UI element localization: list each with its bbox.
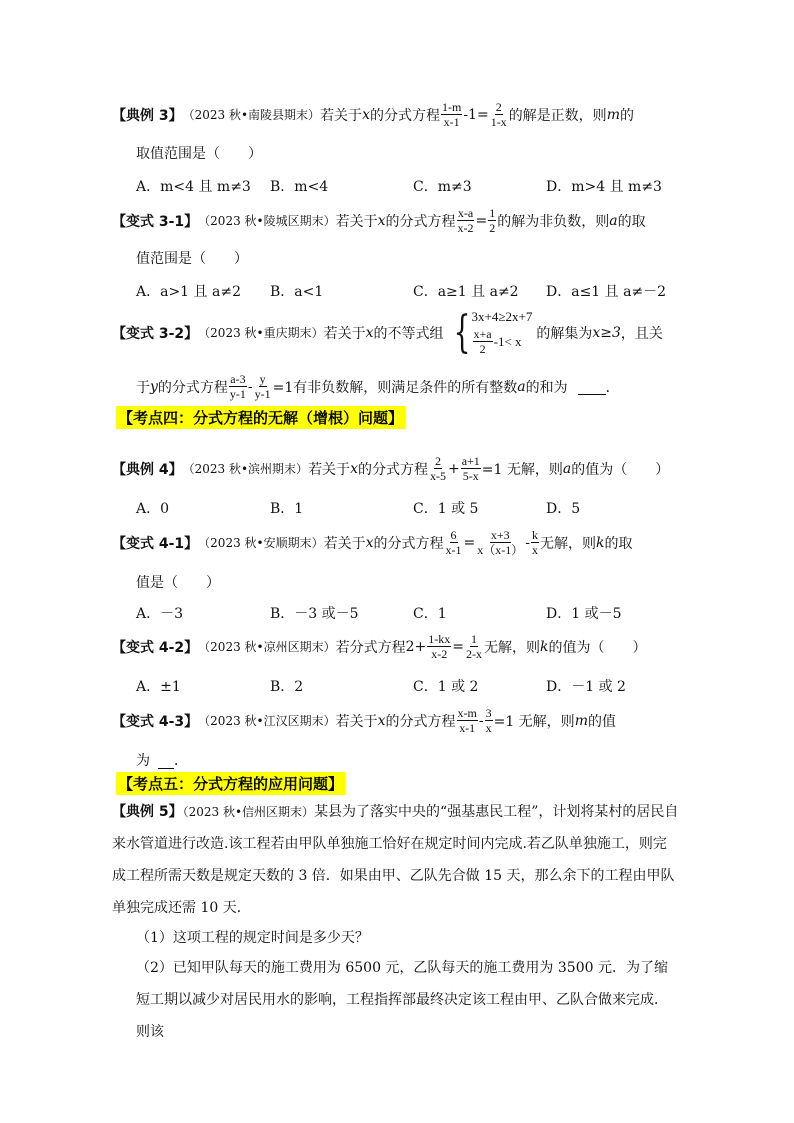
fraction: $\frac{1-kx}{x-2}$ xyxy=(428,632,451,661)
fraction: $\frac{x-m}{x-1}$ xyxy=(457,706,477,735)
fraction: $\frac{x+3}{x(x-1)}$ xyxy=(477,528,524,557)
fraction: $\frac{x+a}{2}$ xyxy=(473,327,492,356)
fraction: $\frac{k}{x}$ xyxy=(531,528,538,557)
option-a: A．m<4 且 m≠3 xyxy=(136,179,251,195)
option-d: D．m>4 且 m≠3 xyxy=(546,179,662,195)
example-4-line1: 【典例 4】 （2023 秋•滨州期末） 若关于 x 的分式方程 $\frac{2}{x-5}$ + $\frac{a+1}{5-x}$ =1 无解，则 a 的值为（ ） xyxy=(112,454,670,483)
example-5-body: 【典例 5】（2023 秋•信州区期末）某县为了落实中央的“强基惠民工程”，计划将某村的居民自来水管道进行改造.该工程若由甲队单独施工恰好在规定时间内完成.若乙队单独施工，则完成工程所需天数是规定天数的 3 倍．如果由甲、乙队先合做 15 天，那么余下的工程由甲队单独完成还需 10 天． xyxy=(112,804,679,916)
option-a: A．a>1 且 a≠2 xyxy=(136,284,241,300)
answer-blank xyxy=(578,378,606,395)
option-d: D．a≤1 且 a≠－2 xyxy=(546,284,667,300)
option-b: B．m<4 xyxy=(270,179,329,195)
option-d: D．5 xyxy=(546,501,581,517)
fraction: $\frac{2}{x-5}$ xyxy=(429,454,446,483)
example-3-source: （2023 秋•南陵县期末） xyxy=(182,108,321,122)
variant-3-2-line2: 于 y 的分式方程 $\frac{a-3}{y-1}$ - $\frac{y}{y-1}$ =1有非负数解，则满足条件的所有整数 a 的和为 ． xyxy=(136,372,620,401)
option-a: A．±1 xyxy=(136,679,181,695)
fraction: $\frac{a-3}{y-1}$ xyxy=(229,372,246,401)
fraction: $\frac{3}{x}$ xyxy=(485,706,492,735)
fraction: $\frac{y}{y-1}$ xyxy=(254,372,271,401)
fraction: $\frac{x-a}{x-2}$ xyxy=(457,206,474,235)
example-3-line2: 取值范围是（ ） xyxy=(136,146,262,162)
option-d: D．1 或－5 xyxy=(546,606,622,622)
fraction: $\frac{1}{2}$ xyxy=(489,206,496,235)
variant-4-1-label: 【变式 4-1】 xyxy=(112,535,199,552)
option-a: A．0 xyxy=(136,501,170,517)
option-b: B．－3 或－5 xyxy=(270,606,359,622)
option-c: C．1 或 2 xyxy=(413,679,479,695)
fraction: $\frac{a+1}{5-x}$ xyxy=(461,454,480,483)
variant-3-1-line1: 【变式 3-1】 （2023 秋•陵城区期末） 若关于 x 的分式方程 $\frac{x-a}{x-2}$ = $\frac{1}{2}$ 的解为非负数，则 a 的取 xyxy=(112,206,646,235)
variant-3-2-label: 【变式 3-2】 xyxy=(112,325,199,342)
example-3-line1: 【典例 3】 （2023 秋•南陵县期末） 若关于 x 的分式方程 $\frac{1-m}{x-1}$ -1= $\frac{2}{1-x}$ 的解是正数，则 m 的 xyxy=(112,100,634,129)
section-5-title: 【考点五：分式方程的应用问题】 xyxy=(116,772,345,795)
fraction: $\frac{1-m}{x-1}$ xyxy=(441,100,462,129)
example-5-label: 【典例 5】 xyxy=(112,804,183,820)
variant-4-3-line1: 【变式 4-3】 （2023 秋•江汉区期末） 若关于 x 的分式方程 $\frac{x-m}{x-1}$ - $\frac{3}{x}$ =1 无解，则 m 的值 xyxy=(112,706,616,735)
section-4-title: 【考点四：分式方程的无解（增根）问题】 xyxy=(116,406,405,429)
variant-3-2-line1: 【变式 3-2】 （2023 秋•重庆期末） 若关于 x 的不等式组 { 3x+4≥2x+7 $\frac{x+a}{2}$ -1< x 的解集为 x≥3 ，且关 xyxy=(112,306,663,358)
option-d: D．－1 或 2 xyxy=(546,679,626,695)
variant-4-2-line1: 【变式 4-2】 （2023 秋•凉州区期末） 若分式方程 2+ $\frac{1-kx}{x-2}$ = $\frac{1}{2-x}$ 无解，则 k 的值为（ ） xyxy=(112,632,647,661)
variant-3-1-label: 【变式 3-1】 xyxy=(112,213,199,230)
option-a: A．－3 xyxy=(136,606,184,622)
example-3-label: 【典例 3】 xyxy=(112,107,183,124)
fraction: $\frac{6}{x-1}$ xyxy=(445,528,462,557)
option-c: C．m≠3 xyxy=(413,179,472,195)
variant-4-3-line2: 为 ． xyxy=(136,753,188,769)
left-brace-icon: { xyxy=(453,306,470,358)
inequality-system: { 3x+4≥2x+7 $\frac{x+a}{2}$ -1< x xyxy=(453,306,533,358)
variant-3-1-line2: 值范围是（ ） xyxy=(136,251,248,267)
option-b: B．2 xyxy=(270,679,304,695)
option-c: C．1 或 5 xyxy=(413,501,479,517)
example-5-question-2: （2）已知甲队每天的施工费用为 6500 元，乙队每天的施工费用为 3500 元．为了缩短工期以减少对居民用水的影响，工程指挥部最终决定该工程由甲、乙队合做来完成．则该 xyxy=(136,960,668,1040)
option-c: C．a≥1 且 a≠2 xyxy=(413,284,519,300)
fraction: $\frac{2}{1-x}$ xyxy=(490,100,507,129)
option-b: B．1 xyxy=(270,501,304,517)
example-4-label: 【典例 4】 xyxy=(112,461,183,478)
answer-blank xyxy=(158,752,174,769)
option-b: B．a<1 xyxy=(270,284,324,300)
variant-4-1-line2: 值是（ ） xyxy=(136,575,220,591)
variant-4-1-line1: 【变式 4-1】 （2023 秋•安顺期末） 若关于 x 的分式方程 $\frac{6}{x-1}$ = $\frac{x+3}{x(x-1)}$ - $\frac{k}{x}$ 无解，则 k 的取 xyxy=(112,528,633,557)
fraction: $\frac{1}{2-x}$ xyxy=(465,632,482,661)
variant-4-2-label: 【变式 4-2】 xyxy=(112,639,199,656)
variant-4-3-label: 【变式 4-3】 xyxy=(112,713,199,730)
example-5-question-1: （1）这项工程的规定时间是多少天？ xyxy=(136,930,369,946)
option-c: C．1 xyxy=(413,606,447,622)
